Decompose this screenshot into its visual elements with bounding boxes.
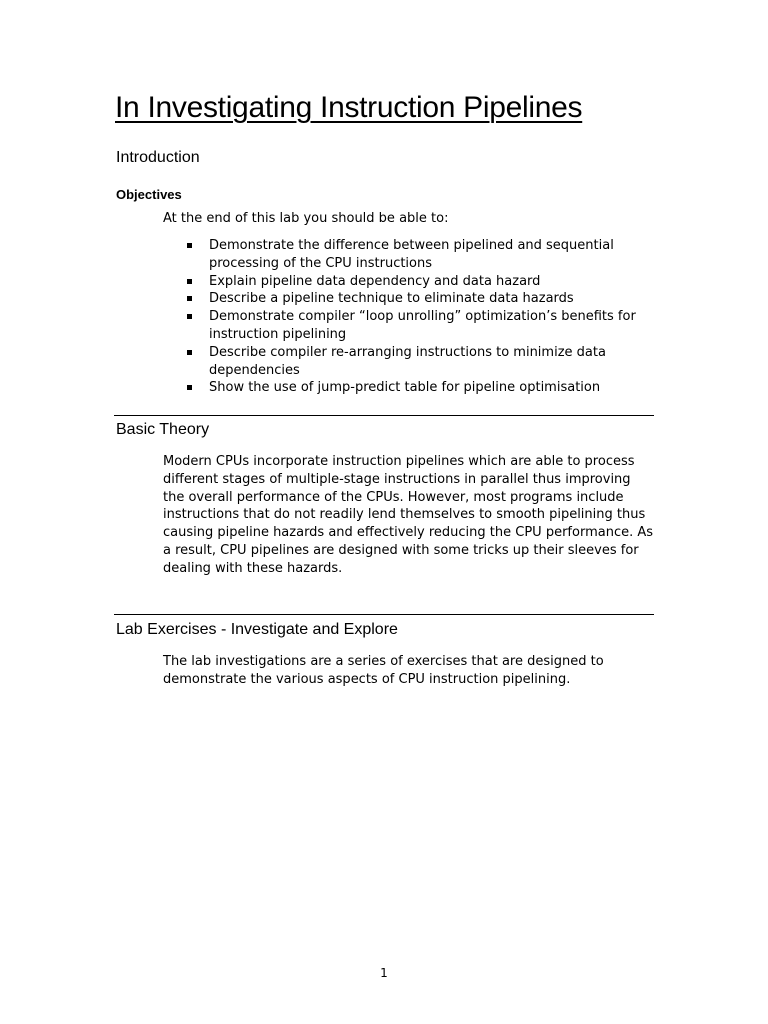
list-item-text: Explain pipeline data dependency and data hazard (209, 273, 541, 289)
lab-exercises-paragraph: The lab investigations are a series of exercises that are designed to demonstrate the various aspects of CPU instruction pipelining. (163, 654, 604, 687)
list-item (163, 344, 638, 380)
list-item (163, 308, 638, 344)
square-bullet-icon (187, 243, 192, 248)
section-divider (114, 415, 654, 416)
introduction-heading: Introduction (116, 149, 200, 166)
list-item (163, 273, 638, 291)
list-item-text: Show the use of jump-predict table for pipeline optimisation (209, 380, 601, 396)
square-bullet-icon (187, 350, 192, 355)
section-divider (114, 614, 654, 615)
square-bullet-icon (187, 279, 192, 284)
list-item-text: Demonstrate the difference between pipelined and sequential processing of the CPU instructions (209, 238, 614, 271)
objectives-lead: At the end of this lab you should be able to: (163, 211, 449, 226)
list-item-text: Describe a pipeline technique to eliminate data hazards (209, 291, 574, 307)
page-number: 1 (380, 966, 388, 980)
lab-exercises-heading: Lab Exercises - Investigate and Explore (116, 621, 398, 638)
document-title: In Investigating Instruction Pipelines (115, 91, 583, 124)
basic-theory-heading: Basic Theory (116, 421, 210, 438)
list-item (163, 237, 638, 273)
list-item (163, 290, 638, 308)
objectives-list (163, 237, 638, 397)
list-item (163, 379, 638, 397)
basic-theory-paragraph: Modern CPUs incorporate instruction pipelines which are able to process different stages of multiple-stage instructions in parallel thus improving the overall performance of the CPUs. However, most programs include instructions that do not readily lend themselves to smooth pipelining thus causing pipeline hazards and effectively reducing the CPU performance. As a result, CPU pipelines are designed with some tricks up their sleeves for dealing with these hazards. (163, 454, 654, 576)
list-item-text: Demonstrate compiler “loop unrolling” optimization’s benefits for instruction pipelining (209, 309, 636, 342)
square-bullet-icon (187, 296, 192, 301)
list-item-text: Describe compiler re-arranging instructions to minimize data dependencies (209, 344, 606, 378)
square-bullet-icon (187, 314, 192, 319)
objectives-heading: Objectives (116, 187, 182, 202)
square-bullet-icon (187, 385, 192, 390)
